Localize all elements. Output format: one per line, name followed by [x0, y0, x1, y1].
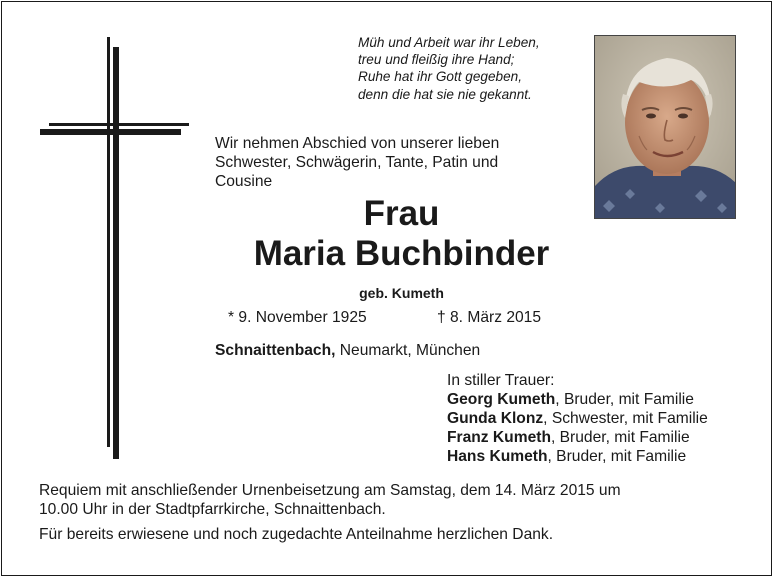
poem-line: Müh und Arbeit war ihr Leben, — [358, 35, 540, 50]
deceased-salutation: Frau — [363, 194, 440, 233]
mourner-row — [447, 390, 747, 409]
requiem-line: 10.00 Uhr in der Stadtpfarrkirche, Schnaittenbach. — [39, 501, 386, 518]
intro-line: Cousine — [215, 173, 273, 190]
requiem-notice — [39, 481, 739, 519]
poem — [358, 34, 583, 103]
mourner-name: Georg Kumeth — [447, 391, 556, 408]
mourner-relation: , Schwester, mit Familie — [543, 410, 708, 427]
mourner-relation: , Bruder, mit Familie — [550, 429, 690, 446]
thanks-note: Für bereits erwiesene und noch zugedachte Anteilnahme herzlichen Dank. — [39, 526, 554, 543]
farewell-intro — [215, 134, 575, 191]
mourner-name: Gunda Klonz — [447, 410, 544, 427]
birth-date: * 9. November 1925 — [228, 309, 367, 326]
places — [215, 341, 480, 360]
mourner-name: Hans Kumeth — [447, 448, 548, 465]
mourner-row — [447, 428, 747, 447]
mourner-row — [447, 447, 747, 466]
requiem-line: Requiem mit anschließender Urnenbeisetzung am Samstag, dem 14. März 2015 um — [39, 482, 621, 499]
poem-line: denn die hat sie nie gekannt. — [358, 86, 532, 102]
place-main: Schnaittenbach, — [215, 342, 336, 359]
poem-line: treu und fleißig ihre Hand; — [358, 52, 515, 68]
poem-line: Ruhe hat ihr Gott gegeben, — [358, 69, 522, 85]
mourner-row — [447, 409, 747, 428]
death-date: † 8. März 2015 — [437, 309, 542, 326]
intro-line: Schwester, Schwägerin, Tante, Patin und — [215, 154, 499, 171]
birth-name: geb. Kumeth — [359, 285, 444, 301]
mourner-name: Franz Kumeth — [447, 429, 551, 446]
mourner-relation: , Bruder, mit Familie — [555, 391, 694, 408]
mourners-list — [447, 371, 747, 466]
deceased-name: Maria Buchbinder — [253, 234, 550, 273]
place-others: Neumarkt, München — [335, 342, 481, 359]
intro-line: Wir nehmen Abschied von unserer lieben — [215, 135, 500, 152]
portrait-photo — [594, 35, 736, 219]
portrait-illustration — [595, 36, 736, 219]
mourner-relation: , Bruder, mit Familie — [547, 448, 687, 465]
mourners-heading: In stiller Trauer: — [447, 372, 555, 389]
